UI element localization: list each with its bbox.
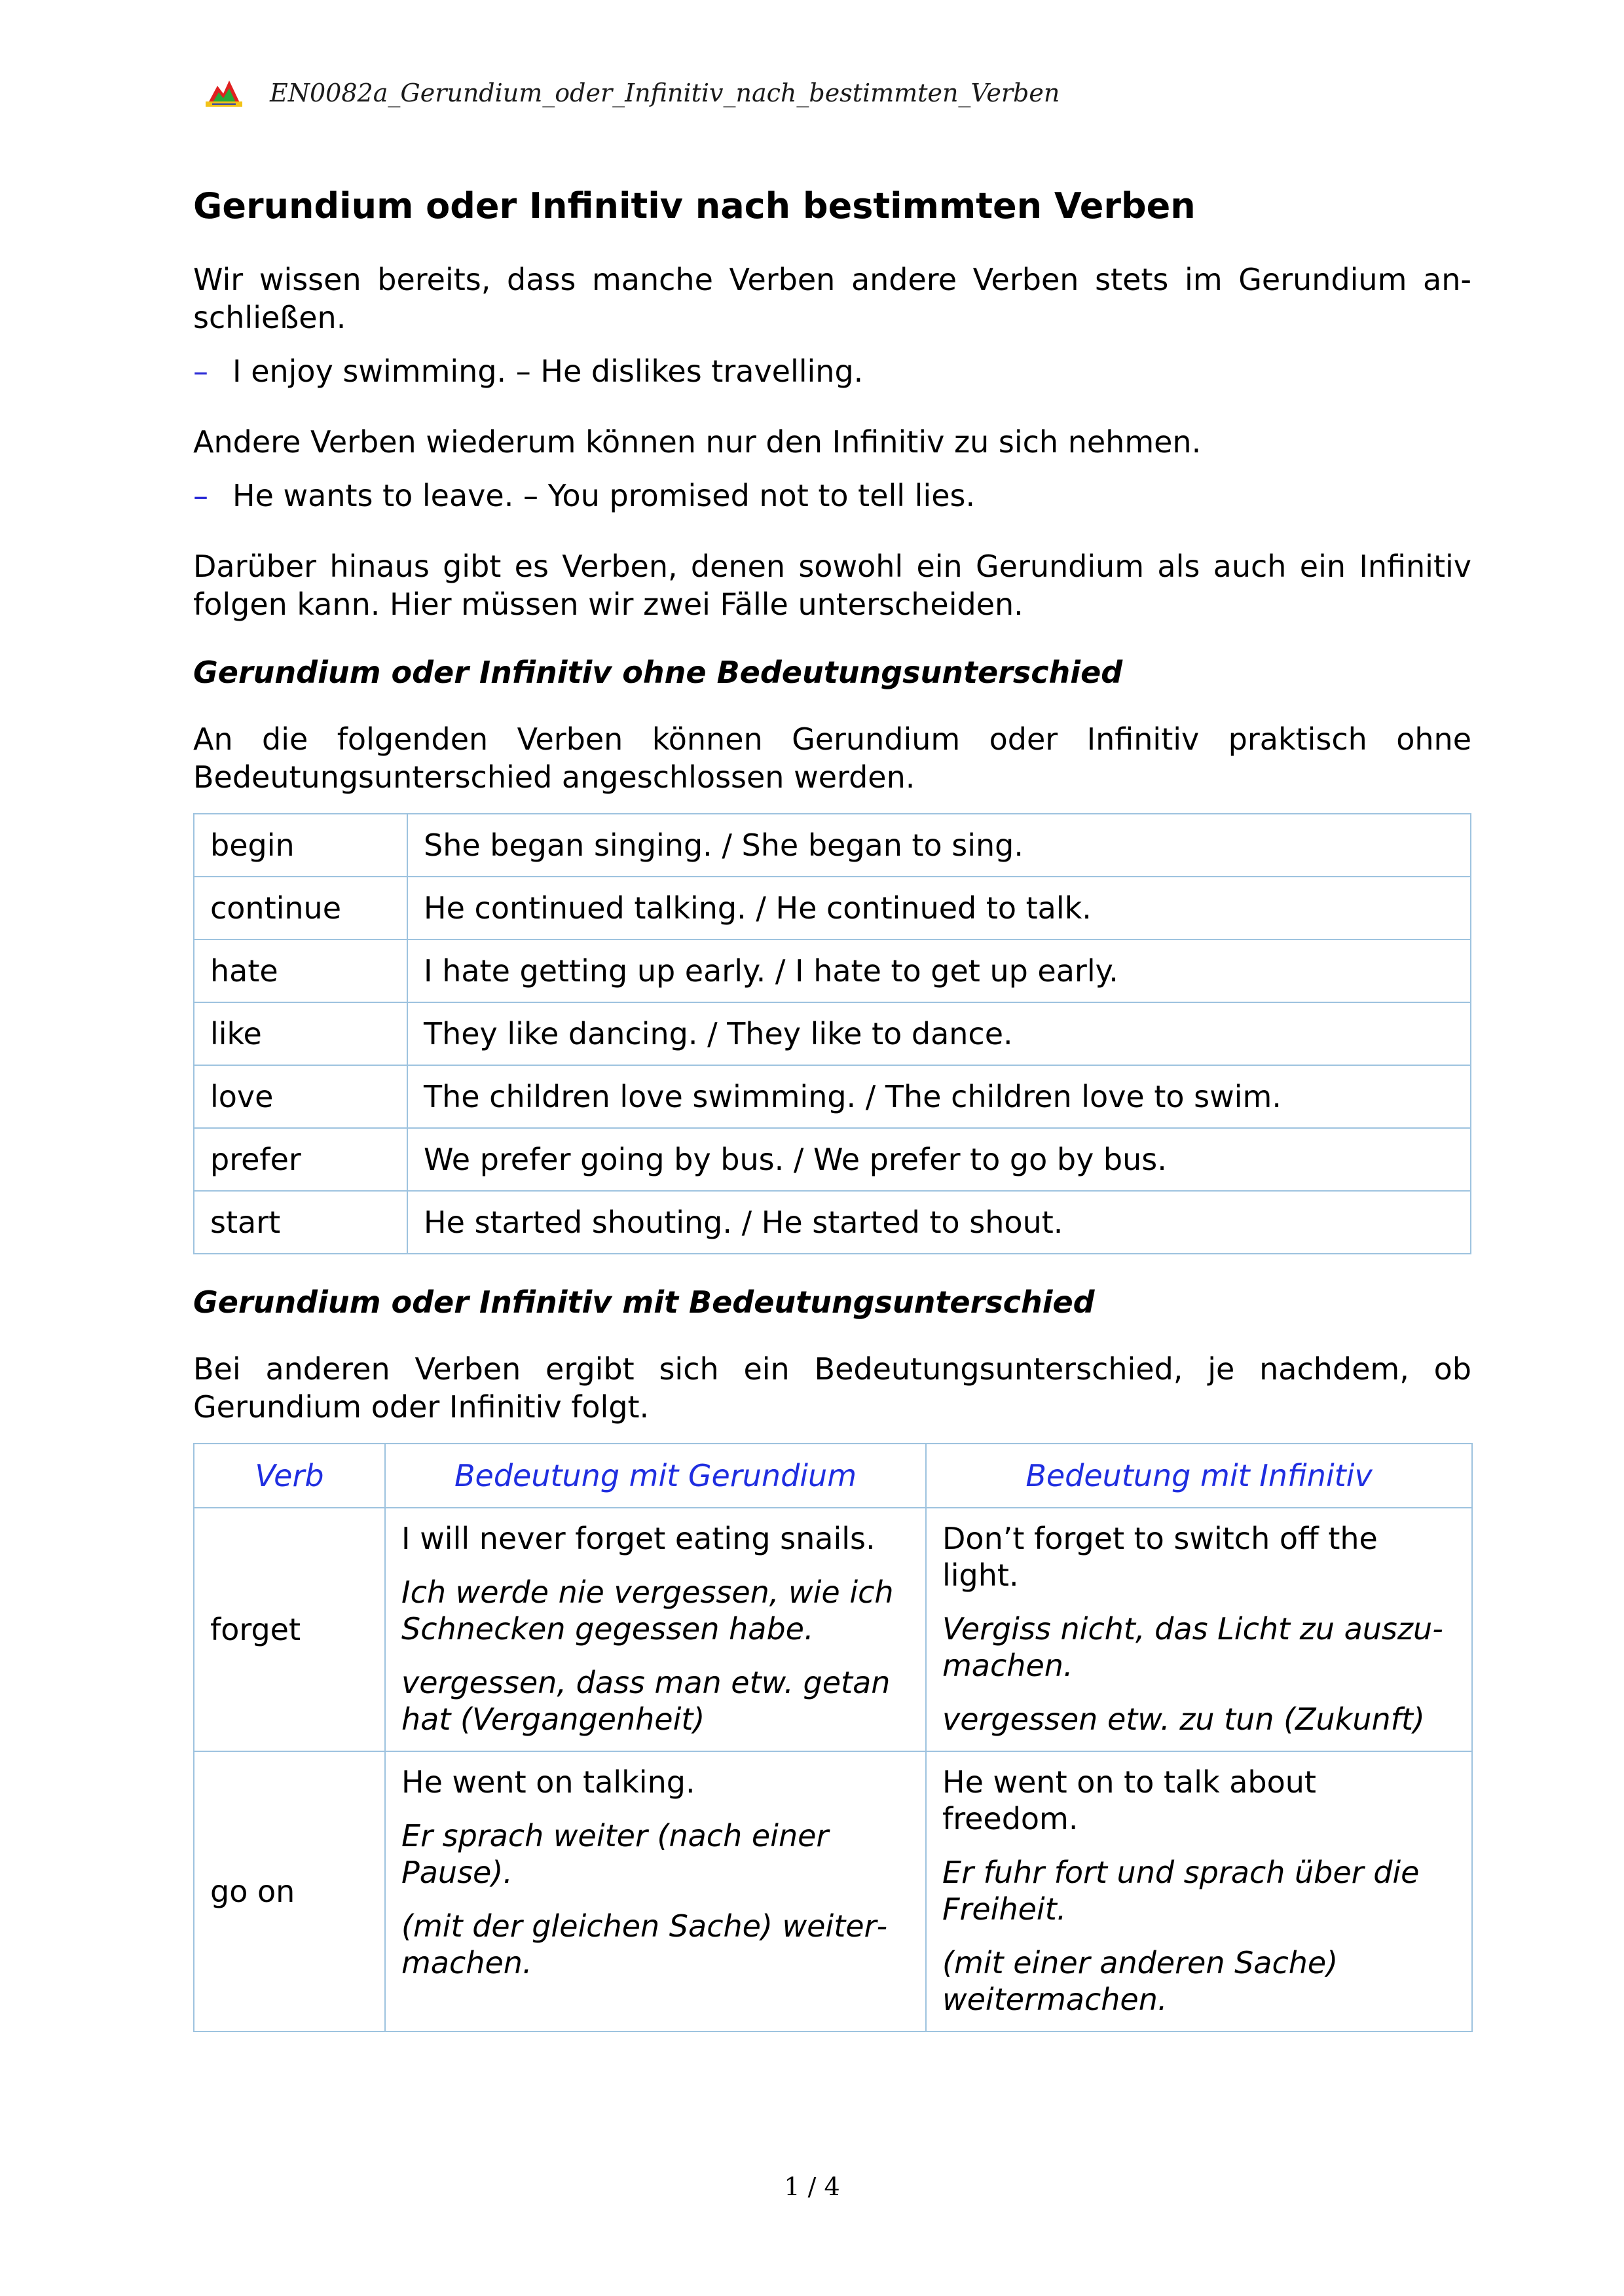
verb-cell: forget bbox=[194, 1508, 385, 1751]
verbs-without-difference-table bbox=[193, 813, 1471, 1254]
gerund-cell bbox=[385, 1751, 926, 2032]
table-header-row bbox=[194, 1444, 1472, 1508]
column-header-infinitive: Bedeutung mit Infinitiv bbox=[926, 1444, 1472, 1508]
example-text: He wants to leave. – You promised not to tell lies. bbox=[232, 478, 976, 513]
intro-paragraph-3: Darüber hinaus gibt es Verben, denen sowohl ein Gerundium als auch ein Infinitiv folgen kann. Hier müssen wir zwei Fälle unterscheiden. bbox=[193, 549, 1471, 622]
table-row bbox=[194, 939, 1471, 1002]
example-cell: He continued talking. / He continued to talk. bbox=[407, 877, 1471, 939]
verb-cell: hate bbox=[194, 939, 407, 1002]
section-1-text: An die folgenden Verben können Gerundium oder Infinitiv praktisch ohne Bedeutungsunterschied angeschlossen werden. bbox=[193, 721, 1471, 795]
infinitive-cell bbox=[926, 1751, 1472, 2032]
verb-cell: like bbox=[194, 1002, 407, 1065]
table-row bbox=[194, 1002, 1471, 1065]
page-number: 1 / 4 bbox=[784, 2172, 840, 2201]
bullet-dash: – bbox=[193, 354, 208, 389]
gerund-translation: Er sprach weiter (nach einer Pause). bbox=[401, 1818, 829, 1890]
example-text: I enjoy swimming. – He dislikes travelling. bbox=[232, 354, 864, 389]
page-title: Gerundium oder Infinitiv nach bestimmten Verben bbox=[193, 185, 1196, 227]
infinitive-translation: Vergiss nicht, das Licht zu auszumachen. bbox=[942, 1611, 1443, 1683]
intro-paragraph-1: Wir wissen bereits, dass manche Verben andere Verben stets im Gerundium anschließen. bbox=[193, 262, 1471, 335]
main-content bbox=[193, 183, 1471, 2032]
infinitive-example: Don’t forget to switch off the light. bbox=[942, 1521, 1378, 1593]
intro-paragraph-2: Andere Verben wiederum können nur den Infinitiv zu sich nehmen. bbox=[193, 424, 1202, 460]
infinitive-cell bbox=[926, 1508, 1472, 1751]
example-line-2 bbox=[193, 477, 1471, 515]
gerund-example: I will never forget eating snails. bbox=[401, 1521, 876, 1556]
example-line-1 bbox=[193, 352, 1471, 390]
verb-cell: prefer bbox=[194, 1128, 407, 1191]
infinitive-example: He went on to talk about freedom. bbox=[942, 1764, 1316, 1836]
infinitive-translation: Er fuhr fort und sprach über die Freiheit. bbox=[942, 1855, 1420, 1927]
section-1-heading: Gerundium oder Infinitiv ohne Bedeutungsunterschied bbox=[193, 655, 1123, 690]
example-cell: The children love swimming. / The children love to swim. bbox=[407, 1065, 1471, 1128]
example-cell: I hate getting up early. / I hate to get up early. bbox=[407, 939, 1471, 1002]
table-row bbox=[194, 877, 1471, 939]
document-filename: EN0082a_Gerundium_oder_Infinitiv_nach_bestimmten_Verben bbox=[270, 79, 1060, 107]
verb-cell: continue bbox=[194, 877, 407, 939]
column-header-verb: Verb bbox=[194, 1444, 385, 1508]
example-cell: We prefer going by bus. / We prefer to go by bus. bbox=[407, 1128, 1471, 1191]
infinitive-meaning: (mit einer anderen Sache) weitermachen. bbox=[942, 1945, 1338, 2017]
column-header-gerund: Bedeutung mit Gerundium bbox=[385, 1444, 926, 1508]
page-header bbox=[203, 73, 1060, 113]
verb-cell: begin bbox=[194, 814, 407, 877]
gerund-meaning: vergessen, dass man etw. getan hat (Vergangenheit) bbox=[401, 1665, 891, 1737]
example-cell: She began singing. / She began to sing. bbox=[407, 814, 1471, 877]
gerund-example: He went on talking. bbox=[401, 1764, 695, 1800]
verb-cell: start bbox=[194, 1191, 407, 1254]
table-row bbox=[194, 814, 1471, 877]
section-2-heading: Gerundium oder Infinitiv mit Bedeutungsunterschied bbox=[193, 1285, 1095, 1320]
verb-cell: go on bbox=[194, 1751, 385, 2032]
logo-icon bbox=[203, 77, 244, 109]
section-2-text: Bei anderen Verben ergibt sich ein Bedeutungsunterschied, je nachdem, ob Gerundium oder Infinitiv folgt. bbox=[193, 1351, 1471, 1425]
table-row bbox=[194, 1508, 1472, 1751]
gerund-translation: Ich werde nie vergessen, wie ich Schnecken gegessen habe. bbox=[401, 1575, 894, 1647]
table-row bbox=[194, 1065, 1471, 1128]
table-row bbox=[194, 1128, 1471, 1191]
example-cell: He started shouting. / He started to shout. bbox=[407, 1191, 1471, 1254]
table-row bbox=[194, 1191, 1471, 1254]
table-row bbox=[194, 1751, 1472, 2032]
example-cell: They like dancing. / They like to dance. bbox=[407, 1002, 1471, 1065]
infinitive-meaning: vergessen etw. zu tun (Zukunft) bbox=[942, 1702, 1425, 1737]
gerund-meaning: (mit der gleichen Sache) weitermachen. bbox=[401, 1908, 888, 1980]
verb-cell: love bbox=[194, 1065, 407, 1128]
verbs-with-difference-table bbox=[193, 1443, 1473, 2032]
gerund-cell bbox=[385, 1508, 926, 1751]
bullet-dash: – bbox=[193, 478, 208, 513]
